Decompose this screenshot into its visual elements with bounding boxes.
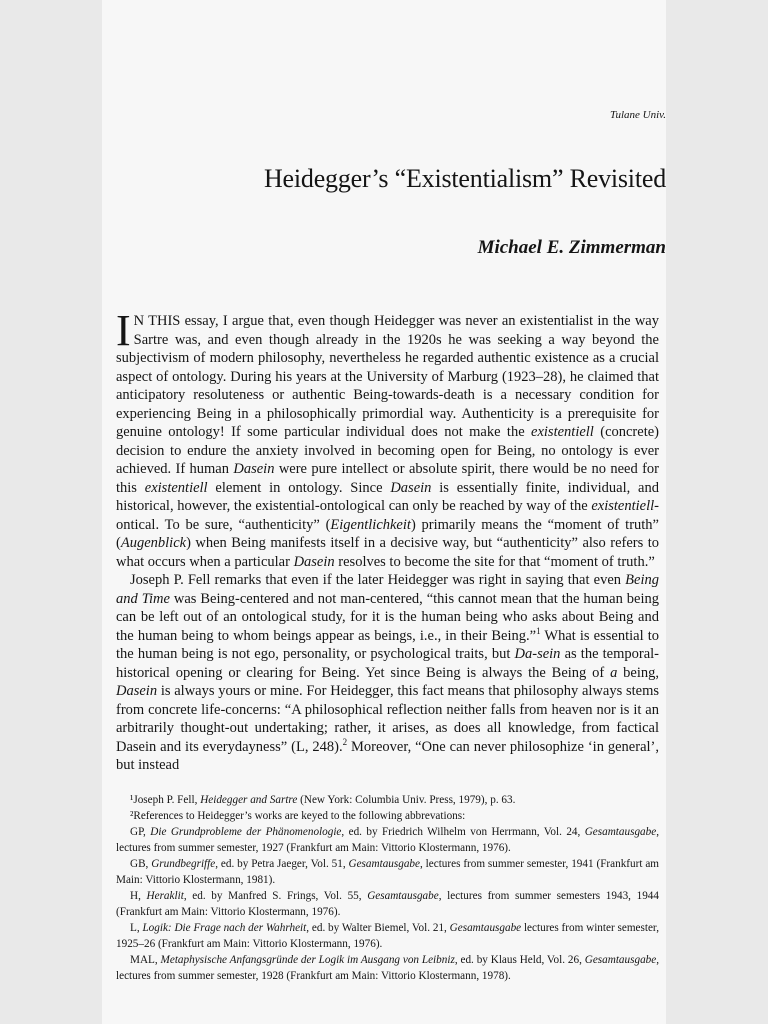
document-page: [102, 0, 666, 1024]
abbrev-gb: GB, Grundbegriffe, ed. by Petra Jaeger, Vol. 51, Gesamtausgabe, lectures from summer semester, 1941 (Frankfurt am Main: Vittorio Klostermann, 1981).: [116, 858, 659, 886]
footnote-2: ²References to Heidegger’s works are keyed to the following abbrevations:: [130, 810, 466, 822]
body-paragraph-1: I N THIS essay, I argue that, even though Heidegger was never an existentialist in the way Sartre was, and even though already in the 1920s he was seeking a way beyond the subjectivism of modern philosophy, nevertheless he regarded authentic existence as a crucial aspect of ontology. During his years at the University of Marburg (1923–28), he claimed that anticipatory resoluteness or authentic Being-towards-death is a necessary condition for experiencing Being in a philosophically primordial way. Authenticity is a prerequisite for genuine ontology! If some particular individual does not make the existentiell (concrete) decision to endure the anxiety involved in becoming open for Being, no ontology is ever achieved. If human Dasein were pure intellect or absolute spirit, there would be no need for this existentiell element in ontology. Since Dasein is essentially finite, individual, and historical, however, the existential-ontological can only be reached by way of the existentiell-ontical. To be sure, “authenticity” (Eigentlichkeit) primarily means the “moment of truth” (Augenblick) when Being manifests itself in a decisive way, but “authenticity” also refers to what occurs when a particular Dasein resolves to become the site for that “moment of truth.”: [116, 306, 659, 570]
footnote-ref-2: 2: [342, 736, 348, 747]
abbrev-l: L, Logik: Die Frage nach der Wahrheit, ed. by Walter Biemel, Vol. 21, Gesamtausgabe lectures from winter semester, 1925–26 (Frankfurt am Main: Vittorio Klostermann, 1976).: [116, 922, 659, 950]
article-author: Michael E. Zimmerman: [477, 237, 666, 258]
abbrev-mal: MAL, Metaphysische Anfangsgründe der Logik im Ausgang von Leibniz, ed. by Klaus Held, Vol. 26, Gesamtausgabe, lectures from summer semester, 1928 (Frankfurt am Main: Vittorio Klostermann, 1978).: [116, 954, 660, 982]
article-title: Heidegger’s “Existentialism” Revisited: [263, 164, 666, 193]
footnotes: [116, 792, 659, 984]
body-paragraph-2: Joseph P. Fell remarks that even if the later Heidegger was right in saying that even Being and Time was Being-centered and not man-centered, “this cannot mean that the human being can be left out of an ontological study, for it is the human being who asks about Being and the human being to whom beings appear as beings, i.e., in their Being.”$^1$ What is essential to the human being is not ego, personality, or psychological traits, but Da-sein as the temporal-historical opening or clearing for Being. Yet since Being is always the Being of a being, Dasein is always yours or mine. For Heidegger, this fact means that philosophy always stems from concrete life-concerns: “A philosophical reflection neither falls from heaven nor is it an arbitrarily thought-out undertaking; rather, it arises, as does all knowledge, from factical Dasein and its everydayness” (L, 248).$^2$ Moreover, “One can never philosophize ‘in general’, but instead: [116, 572, 659, 773]
footnote-ref-1: 1: [536, 625, 541, 636]
abbrev-gp: GP, Die Grundprobleme der Phänomenologie, ed. by Friedrich Wilhelm von Herrmann, Vol. 24, Gesamtausgabe, lectures from summer semester, 1927 (Frankfurt am Main: Vittorio Klostermann, 1976).: [116, 826, 659, 854]
drop-cap: I: [116, 306, 131, 355]
running-head: Tulane Univ.: [609, 109, 666, 121]
abbrev-h: H, Heraklit, ed. by Manfred S. Frings, Vol. 55, Gesamtausgabe, lectures from summer semesters 1943, 1944 (Frankfurt am Main: Vittorio Klostermann, 1976).: [116, 890, 659, 918]
body-text: [116, 306, 659, 775]
footnote-1: ¹Joseph P. Fell, Heidegger and Sartre (New York: Columbia Univ. Press, 1979), p. 63.: [130, 794, 516, 806]
